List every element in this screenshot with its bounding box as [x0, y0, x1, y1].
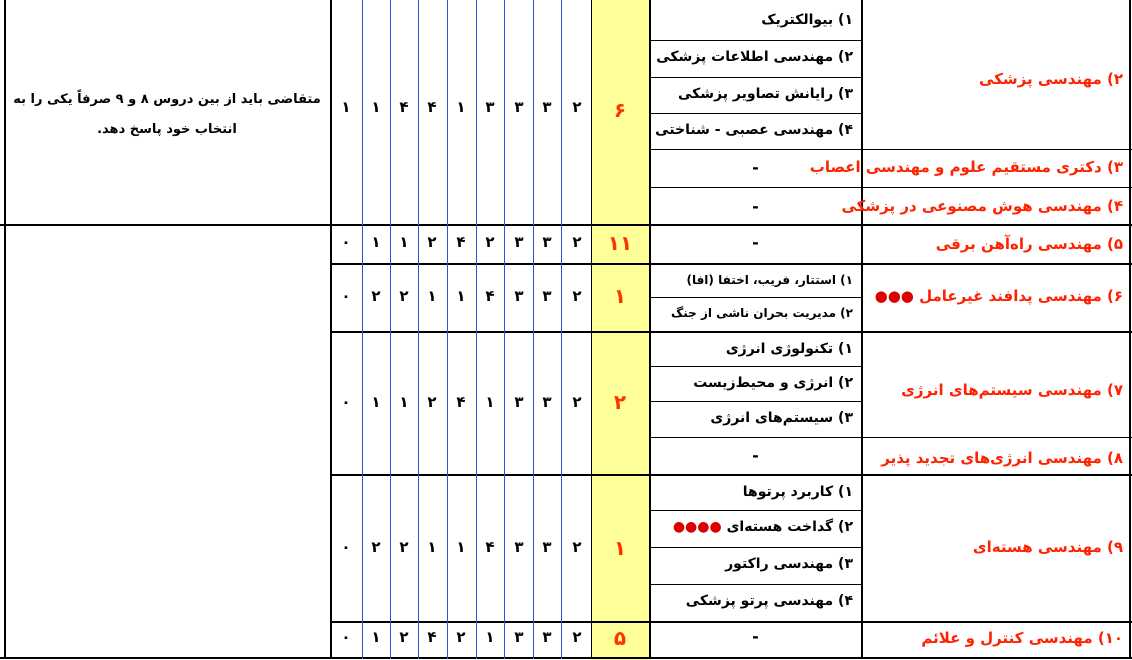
- coefficient-cell: ۱: [427, 538, 437, 556]
- coefficient-cell: ۱: [427, 287, 437, 305]
- coefficient-cell: ۲: [371, 287, 381, 305]
- row-divider: [330, 263, 1132, 265]
- field-name: ۲) مهندسی پزشکی: [979, 70, 1123, 88]
- row-divider: [650, 187, 1132, 188]
- coefficient-cell: ۲: [371, 538, 381, 556]
- orientation-item: ۲) انرژی و محیط‌زیست: [693, 375, 853, 391]
- capacity-value: ۵: [613, 626, 627, 650]
- column-divider: [591, 0, 592, 659]
- coefficient-cell: ۴: [427, 98, 437, 116]
- coefficient-cell: ۳: [514, 628, 524, 646]
- coefficient-cell: ۲: [572, 393, 582, 411]
- coefficient-cell: ۲: [399, 287, 409, 305]
- coefficient-cell: ۱: [399, 393, 409, 411]
- orientation-empty: -: [752, 158, 759, 177]
- capacity-value: ۱: [613, 536, 627, 560]
- coefficient-cell: ۱: [371, 98, 381, 116]
- orientation-item: ۲) مهندسی اطلاعات پزشکی: [656, 49, 853, 65]
- orientation-divider: [650, 547, 861, 548]
- coefficient-cell: ۳: [514, 233, 524, 251]
- coefficient-cell: ۱: [371, 233, 381, 251]
- field-name: [861, 287, 1131, 305]
- coefficient-cell: ۳: [542, 233, 552, 251]
- orientation-item: ۱) تکنولوژی انرژی: [725, 341, 853, 357]
- orientation-text: ۲) گداخت هسته‌ای: [726, 519, 853, 535]
- coefficient-cell: ۳: [485, 98, 495, 116]
- orientation-divider: [650, 40, 861, 41]
- coefficient-cell: ۳: [542, 628, 552, 646]
- coefficient-cell: ۱: [341, 98, 351, 116]
- marker-dots: ●●●: [874, 287, 914, 305]
- coefficient-cell: ۳: [514, 393, 524, 411]
- coefficient-cell: ۰: [341, 287, 351, 305]
- table-border-right: [1129, 0, 1131, 659]
- orientation-item: [650, 519, 861, 535]
- column-divider: [330, 0, 332, 659]
- coefficient-cell: ۳: [514, 538, 524, 556]
- orientation-item: ۲) مدیریت بحران ناشی از جنگ: [670, 306, 853, 320]
- orientation-item: ۱) استتار، فریب، اختفا (افا): [686, 273, 853, 287]
- field-name: ۵) مهندسی راه‌آهن برقی: [935, 235, 1123, 253]
- field-name: ۷) مهندسی سیستم‌های انرژی: [901, 381, 1123, 399]
- coefficient-cell: ۲: [572, 287, 582, 305]
- field-name: ۹) مهندسی هسته‌ای: [972, 538, 1123, 556]
- table-bottom: [0, 657, 1132, 659]
- coefficient-cell: ۱: [371, 393, 381, 411]
- coefficient-cell: ۳: [542, 538, 552, 556]
- field-name-text: ۶) مهندسی پدافند غیرعامل: [919, 287, 1123, 305]
- row-divider: [0, 224, 1132, 226]
- coefficient-cell: ۲: [427, 393, 437, 411]
- coefficient-cell: ۱: [485, 628, 495, 646]
- orientation-item: ۳) سیستم‌های انرژی: [710, 410, 853, 426]
- coefficient-cell: ۲: [572, 628, 582, 646]
- coefficient-cell: ۰: [341, 393, 351, 411]
- orientation-divider: [650, 510, 861, 511]
- marker-dots: ●●●●: [672, 519, 722, 535]
- coefficient-cell: ۰: [341, 538, 351, 556]
- coefficient-cell: ۲: [399, 538, 409, 556]
- capacity-value: ۱۱: [607, 231, 633, 255]
- orientation-divider: [650, 297, 861, 298]
- orientation-item: ۱) کاربرد پرتوها: [742, 484, 853, 500]
- field-name: ۱۰) مهندسی کنترل و علائم: [921, 629, 1123, 647]
- coefficient-cell: ۴: [485, 538, 495, 556]
- row-divider: [330, 474, 1132, 476]
- orientation-item: ۴) مهندسی عصبی - شناختی: [655, 122, 853, 138]
- coefficient-cell: ۱: [371, 628, 381, 646]
- capacity-value: ۲: [613, 390, 627, 414]
- orientation-item: ۱) بیوالکتریک: [761, 12, 853, 28]
- coefficient-cell: ۱: [399, 233, 409, 251]
- coefficient-cell: ۴: [456, 233, 466, 251]
- coefficient-cell: ۲: [456, 628, 466, 646]
- orientation-divider: [650, 113, 861, 114]
- orientation-empty: -: [752, 446, 759, 465]
- coefficient-cell: ۲: [399, 628, 409, 646]
- field-name: ۴) مهندسی هوش مصنوعی در پزشکی: [841, 197, 1123, 215]
- orientation-divider: [650, 366, 861, 367]
- coefficient-cell: ۴: [456, 393, 466, 411]
- capacity-value: ۶: [613, 98, 627, 122]
- field-name: ۸) مهندسی انرژی‌های تجدید پذیر: [881, 449, 1123, 467]
- orientation-item: ۳) رایانش تصاویر پزشکی: [677, 86, 853, 102]
- coefficient-cell: ۱: [485, 393, 495, 411]
- row-divider: [330, 621, 1132, 623]
- coefficient-cell: ۲: [485, 233, 495, 251]
- coefficient-cell: ۱: [456, 287, 466, 305]
- orientation-divider: [650, 401, 861, 402]
- coefficient-cell: ۴: [485, 287, 495, 305]
- note-text: متقاضی باید از بین دروس ۸ و ۹ صرفاً یکی را به انتخاب خود پاسخ دهد.: [13, 92, 321, 137]
- orientation-divider: [650, 77, 861, 78]
- field-name: ۳) دکتری مستقیم علوم و مهندسی اعصاب: [809, 158, 1123, 176]
- orientation-empty: -: [752, 197, 759, 216]
- coefficient-cell: ۲: [572, 233, 582, 251]
- column-divider: [861, 0, 863, 659]
- orientation-empty: -: [752, 627, 759, 646]
- orientation-item: ۳) مهندسی راکتور: [725, 556, 853, 572]
- coefficient-cell: ۳: [514, 98, 524, 116]
- coefficient-cell: ۳: [542, 98, 552, 116]
- coefficient-cell: ۳: [542, 393, 552, 411]
- coefficient-cell: ۱: [456, 98, 466, 116]
- row-divider: [650, 437, 1132, 438]
- coefficient-cell: ۲: [572, 98, 582, 116]
- coefficient-cell: ۳: [514, 287, 524, 305]
- column-divider: [504, 0, 505, 659]
- coefficient-cell: ۴: [427, 628, 437, 646]
- row-divider: [330, 331, 1132, 333]
- row-divider: [650, 149, 1132, 150]
- orientation-divider: [650, 584, 861, 585]
- coefficient-cell: ۱: [456, 538, 466, 556]
- orientation-empty: -: [752, 233, 759, 252]
- coefficient-cell: ۲: [572, 538, 582, 556]
- coefficient-cell: ۳: [542, 287, 552, 305]
- orientation-item: ۴) مهندسی پرتو پزشکی: [685, 593, 853, 609]
- coefficient-cell: ۴: [399, 98, 409, 116]
- coefficient-cell: ۰: [341, 628, 351, 646]
- coefficient-cell: ۲: [427, 233, 437, 251]
- capacity-value: ۱: [613, 284, 627, 308]
- column-divider: [561, 0, 562, 659]
- coefficient-cell: ۰: [341, 233, 351, 251]
